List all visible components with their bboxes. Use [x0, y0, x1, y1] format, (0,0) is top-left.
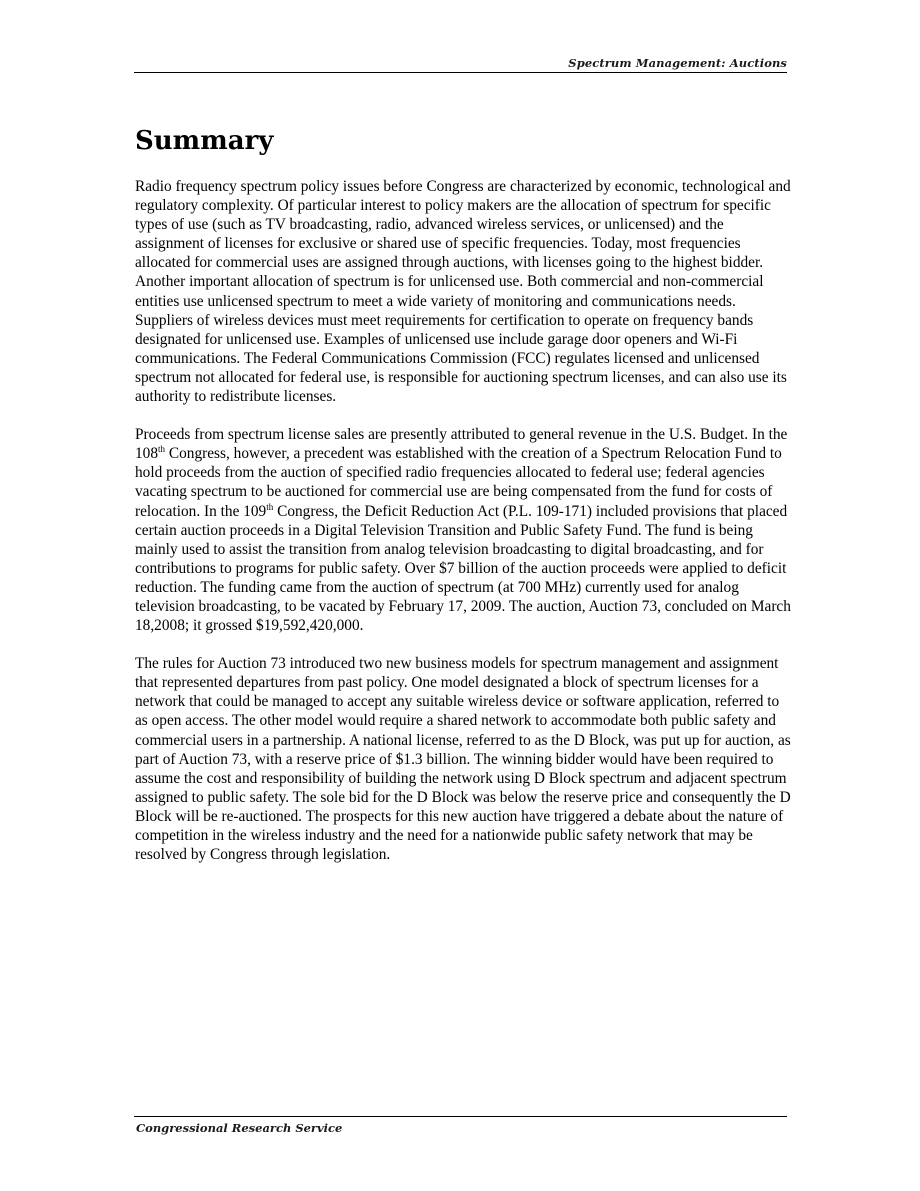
footer-organization: Congressional Research Service [136, 1121, 343, 1135]
header-rule [134, 72, 787, 73]
running-header: Spectrum Management: Auctions [568, 56, 787, 70]
paragraph-auction-73-rules: The rules for Auction 73 introduced two new business models for spectrum management and assignment that represented departures from past policy. One model designated a block of spectrum licenses for a network that could be managed to accept any suitable wireless device or software application, referred to as open access. The other model would require a shared network to accommodate both public safety and commercial users in a partnership. A national license, referred to as the D Block, was put up for auction, as part of Auction 73, with a reserve price of $1.3 billion. The winning bidder would have been required to assume the cost and responsibility of building the network using D Block spectrum and adjacent spectrum assigned to public safety. The sole bid for the D Block was below the reserve price and consequently the D Block will be re-auctioned. The prospects for this new auction have triggered a debate about the nature of competition in the wireless industry and the need for a nationwide public safety network that may be resolved by Congress through legislation. [135, 655, 791, 864]
paragraph-auction-proceeds [135, 425, 791, 635]
section-title: Summary [135, 126, 274, 156]
paragraph-spectrum-policy: Radio frequency spectrum policy issues before Congress are characterized by economic, technological and regulatory complexity. Of particular interest to policy makers are the allocation of spectrum for specific types of use (such as TV broadcasting, radio, advanced wireless services, or unlicensed) and the assignment of licenses for exclusive or shared use of specific frequencies. Today, most frequencies allocated for commercial uses are assigned through auctions, with licenses going to the highest bidder. Another important allocation of spectrum is for unlicensed use. Both commercial and non-commercial entities use unlicensed spectrum to meet a wide variety of monitoring and communications needs. Suppliers of wireless devices must meet requirements for certification to operate on frequency bands designated for unlicensed use. Examples of unlicensed use include garage door openers and Wi-Fi communications. The Federal Communications Commission (FCC) regulates licensed and unlicensed spectrum not allocated for federal use, is responsible for auctioning spectrum licenses, and can also use its authority to redistribute licenses. [135, 178, 791, 406]
footer-rule [134, 1116, 787, 1117]
paragraph-text-segment: Proceeds from spectrum license sales are presently attributed to general revenue in the U.S. Budget. In the 108 [135, 426, 788, 463]
summary-body [135, 177, 791, 883]
ordinal-superscript: th [158, 444, 166, 455]
paragraph-text-segment: Congress, however, a precedent was established with the creation of a Spectrum Relocation Fund to hold proceeds from the auction of specified radio frequencies allocated to federal use; federal agencies vacating spectrum to be auctioned for commercial use are being compensated from the fund for costs of relocation. In the 109 [135, 445, 782, 520]
paragraph-text-segment: Congress, the Deficit Reduction Act (P.L. 109-171) included provisions that placed certain auction proceeds in a Digital Television Transition and Public Safety Fund. The fund is being mainly used to assist the transition from analog television broadcasting to digital broadcasting, and for contributions to programs for public safety. Over $7 billion of the auction proceeds were applied to deficit reduction. The funding came from the auction of spectrum (at 700 MHz) currently used for analog television broadcasting, to be vacated by February 17, 2009. The auction, Auction 73, concluded on March 18,2008; it grossed $19,592,420,000. [135, 502, 791, 635]
ordinal-superscript: th [266, 501, 274, 512]
